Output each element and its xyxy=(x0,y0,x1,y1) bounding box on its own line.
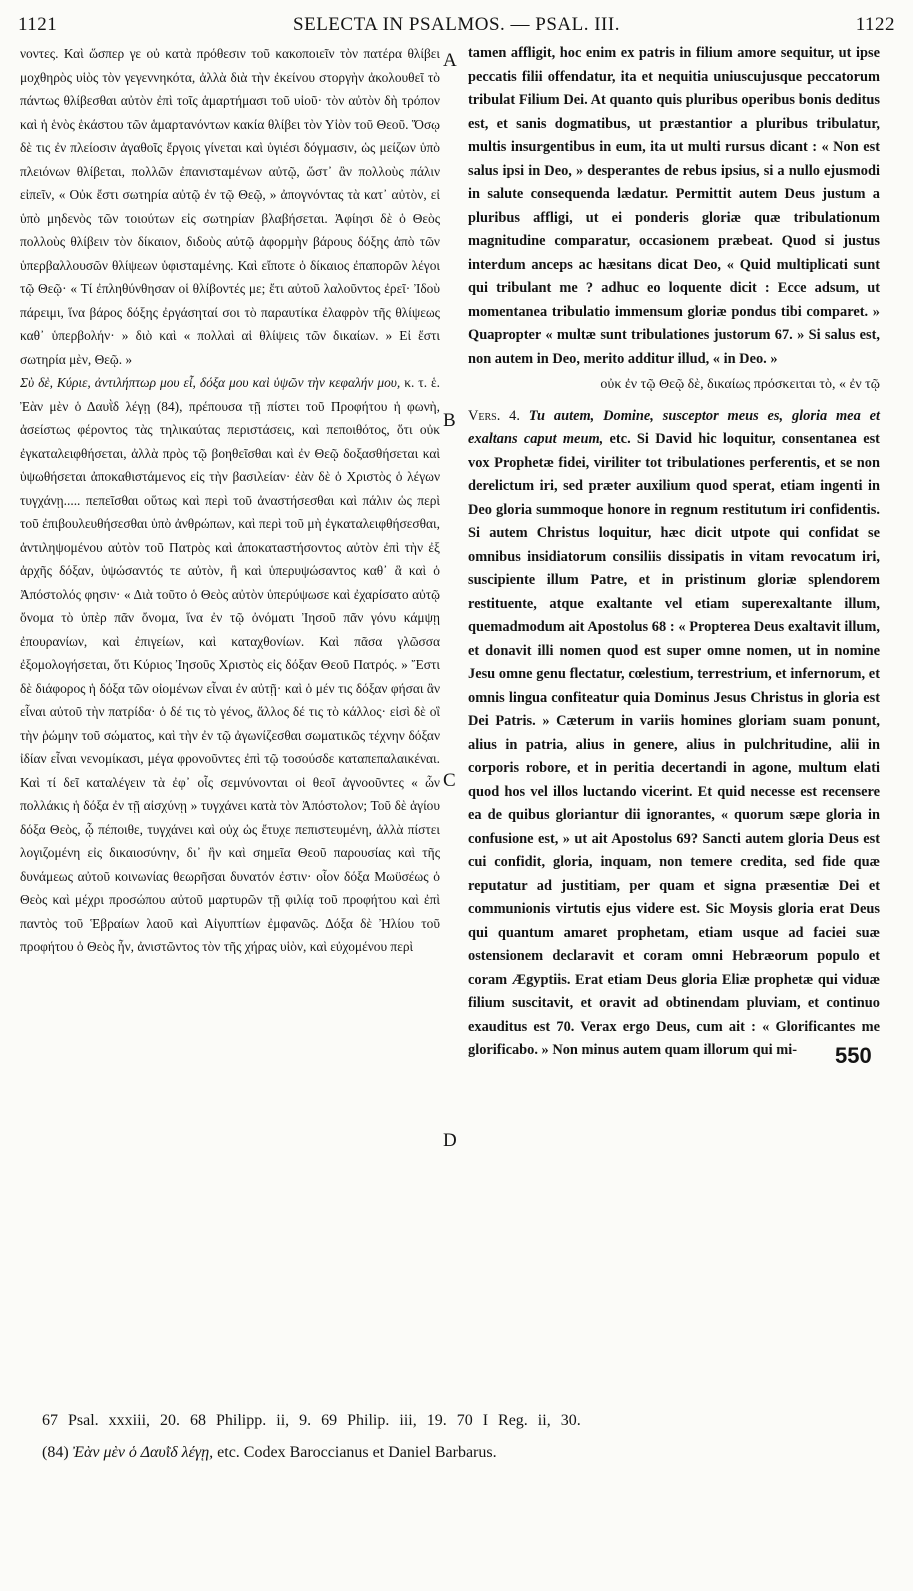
footnote-84-number: (84) xyxy=(42,1444,69,1461)
verse-label: Vers. 4. xyxy=(468,407,520,424)
footnotes xyxy=(42,1412,882,1462)
greek-verse-etc: κ. τ. ἑ. xyxy=(400,375,440,390)
greek-verse-lemma: Σὺ δὲ, Κύριε, ἀντιλήπτωρ μου εἶ, δόξα μου καὶ ὑψῶν τὴν κεφαλήν μου, xyxy=(20,375,401,390)
column-number: 550 xyxy=(835,1043,872,1068)
footnote-line-1: 67 Psal. xxxiii, 20. 68 Philipp. ii, 9. 69 Philip. iii, 19. 70 I Reg. ii, 30. xyxy=(42,1412,581,1429)
latin-verse-lemma: Tu autem, Domine, susceptor meus es, gloria mea et exaltans caput meum, xyxy=(468,407,880,447)
latin-paragraph-2 xyxy=(468,405,880,1063)
footnote-line-2 xyxy=(42,1444,882,1462)
running-header xyxy=(18,8,895,38)
page-number-left: 1121 xyxy=(18,14,58,35)
greek-paragraph-2-text: Ἐὰν μὲν ὁ Δαυῒδ λέγῃ (84), πρέπουσα τῇ πίστει τοῦ Προφήτου ἡ φωνὴ, ἀσείστως φέροντος τὰς τηλικαύτας περιστάσεις, καὶ πεποιθότος, ὅτι οὐκ ἐγκαταλειφθήσεται, ἀλλὰ πρὸς τῷ βοηθεῖσθαι καὶ ἐν Θεῷ δοξασθήσεται καὶ ὑψωθήσεται ἀποκαθιστάμενος εἰς τὴν βασιλείαν· ἐὰν δὲ ὁ Χριστὸς ὁ λέγων τυγχάνῃ..... πεπεῖσθαι οὕτως καὶ περὶ τοῦ ἀναστήσεσθαι καὶ πάλιν ὡς περὶ τοῦ ἐπιβουλευθήσεσθαι ὑπὸ ἀνθρώπων, καὶ περὶ τοῦ μὴ ἐγκαταλειφθήσεσθαι, ἀντιληψομένου αὐτὸν τοῦ Πατρὸς καὶ ἀποκαταστήσοντος αὐτὸν ἐπὶ τὴν ἐξ ἀρχῆς δόξαν, ὑψώσαντός τε αὐτὸν, ἢ καὶ ὑπερυψώσαντος καθ᾽ ἃ καὶ ὁ Ἀπόστολός φησιν· « Διὰ τοῦτο ὁ Θεὸς αὐτὸν ὑπερύψωσε καὶ ἐχαρίσατο αὐτῷ ὄνομα τὸ ὑπὲρ πᾶν ὄνομα, ἵνα ἐν τῷ ὀνόματι Ἰησοῦ πᾶν γόνυ κάμψῃ ἐπουρανίων, καὶ ἐπιγείων, καὶ καταχθονίων. Καὶ πᾶσα γλῶσσα ἐξομολογήσεται, ὅτι Κύριος Ἰησοῦς Χριστὸς εἰς δόξαν Θεοῦ Πατρός. » Ἔστι δὲ διάφορος ἡ δόξα τῶν οἰομένων εἶναι ἐν αὐτῇ· καὶ ὁ μέν τις δόξαν φήσαι ἂν εἶναι αὐτοῦ τὴν πατρίδα· ὁ δέ τις τὸ γένος, ἄλλος δέ τις τὸ κάλλος· εἰσὶ δὲ οἳ τὴν ῥώμην τοῦ σώματος, καὶ τὴν ἐν τῷ ἀγωνίζεσθαι σωματικῶς τέχνην δόξαν ἰδίαν εἶναι νενομίκασι, μέγα φρονοῦντες ἐπὶ τῷ τοσούσδε καταπεπαλαικέναι. Καὶ τί δεῖ καταλέγειν τὰ ἐφ᾽ οἷς σεμνύνονται οἱ θεοῖ ἀγνοοῦντες « ὧν πολλάκις ἡ δόξα ἐν τῇ αἰσχύνῃ » τυγχάνει κατὰ τὸν Ἀπόστολον; Τοῦ δὲ ἁγίου δόξα Θεὸς, ᾧ πέποιθε, τυγχάνει καὶ οὐχ ὡς ἔτυχε πεπιστευμένη, ἀλλὰ πίστει λογιζομένη εἰς δικαιοσύνην, δι᾽ ἣν καὶ σημεῖα Θεοῦ παρουσίας καὶ τῆς δυνάμεως αὐτοῦ κοινωνίας θεωρῆσαι δυνατόν ἐστιν· οἷον δόξα Μωϋσέως ὁ Θεὸς καὶ μέχρι προσώπου αὐτοῦ μαρτυρῶν τῇ φιλίᾳ τοῦ προφήτου καὶ ἐπὶ παντὸς τοῦ Ἑβραίων λαοῦ καὶ Αἰγυπτίων ἐμφανῶς. Δόξα δὲ Ἠλίου τοῦ προφήτου ὁ Θεὸς ἦν, ἀνιστῶντος τὸν τῆς χήρας υἱὸν, καὶ εὐχομένου περὶ xyxy=(20,398,440,954)
greek-column xyxy=(20,42,440,959)
margin-letter-c: C xyxy=(443,770,456,791)
greek-continuation-line: οὐκ ἐν τῷ Θεῷ δὲ, δικαίως πρόσκειται τὸ, « ἐν τῷ xyxy=(600,377,880,392)
margin-letter-a: A xyxy=(443,50,457,71)
page-number-right: 1122 xyxy=(855,14,895,35)
latin-paragraph-2-text: etc. Si David hic loquitur, consentanea est vox Prophetæ fidei, viriliter tot tribulationes perferentis, et se non derelictum iri, sed præter auxilium quod sperat, etiam ingenti in Deo gloria summoque honore in regnum restitutum iri confidentis. Si autem Christus loquitur, hæc dicit utpote qui confidat se omnibus insidiatorum consiliis dissipatis in vitam revocatum iri, suscipiente illum Patre, et in pristinum gloriæ splendorem restituente, atque exaltante vel etiam superexaltante illum, quemadmodum ait Apostolus 68 : « Propterea Deus exaltavit illum, et donavit illi nomen quod est super omne nomen, ut in nomine Jesu omne genu flectatur, cœlestium, terrestrium, et infernorum, et omnis lingua confiteatur quia Dominus Jesus Christus in gloria est Dei Patris. » Cæterum in variis homines gloriam suam ponunt, alius in patria, alius in genere, alius in pulchritudine, alii in corporis robore, et in peritia decertandi in agone, multum elati quod hos vel illos luctando vicerint. Et quid necesse est recensere ea de quibus gloriantur dii ignorantes, « quorum sæpe gloria in confusione est, » ut ait Apostolus 69? Sancti autem gloria Deus est cui confidit, gloria, inquam, non temere credita, sed fide quæ reputatur ad justitiam, per quam et signa præsentiæ Dei et communionis virtutis ejus videre est. Sic Moysis gloria erat Deus qui quantum amaret prophetam, etiam usque ad faciei suæ ostensionem declaravit et coram omni Hebræorum populo et coram Ægyptiis. Erat etiam Deus gloria Eliæ prophetæ qui viduæ filium suscitavit, et oravit ad obtinendam pluviam, et continuo exauditus est 70. Verax ergo Deus, cum ait : « Glorificantes me glorificabo. » Non minus autem quam illorum qui mi- xyxy=(468,431,880,1058)
margin-letter-b: B xyxy=(443,410,456,431)
greek-paragraph-2 xyxy=(20,371,440,959)
footnote-84-text: etc. Codex Baroccianus et Daniel Barbarus. xyxy=(213,1444,497,1461)
margin-letter-d: D xyxy=(443,1130,457,1151)
latin-paragraph-1: tamen affligit, hoc enim ex patris in filium amore sequitur, ut ipse peccatis filii offendatur, ita et nequitia uniuscujusque peccatorum tribulat Filium Dei. At quanto quis pluribus operibus bonis deditus est, et sanis dogmatibus, ut præstantior a pluribus tribulatur, multis insurgentibus in eum, ita ut multi rursus dicant : « Non est salus ipsi in Deo, » desperantes de rebus ipsius, si a nullo ejusmodi in salute consequenda lædatur. Permittit autem Deus justum a pluribus affligi, ut ei ponderis gloriæ quæ tribulationum magnitudine comparatur, occasionem præbeat. Quod si justus interdum anceps ac hæsitans dicat Deo, « Quid multiplicati sunt qui tribulant me ? adhuc eo loquente dicit : Ecce adsum, ut momentanea tribulatio immensum gloriæ pondus tibi comparet. » Quapropter « multæ sunt tribulationes justorum 67. » Si salus est, non autem in Deo, merito additur illud, « in Deo. » xyxy=(468,45,880,367)
running-title: SELECTA IN PSALMOS. — PSAL. III. xyxy=(293,14,620,35)
latin-column xyxy=(468,42,880,1063)
footnote-84-greek: Ἐὰν μὲν ὁ Δαυῒδ λέγῃ, xyxy=(68,1444,214,1461)
greek-paragraph-1: νοντες. Καὶ ὥσπερ γε οὐ κατὰ πρόθεσιν τοῦ κακοποιεῖν τὸν πατέρα θλίβει μοχθηρὸς υἱὸς τὸν γεγεννηκότα, ἀλλὰ διὰ τὴν ἐκείνου στοργὴν ἀκολουθεῖ τὸ πάντως θλίβεσθαι αὐτὸν ἐπὶ τοῖς ἁμαρτήμασι τοῦ υἱοῦ· τὸν αὐτὸν δὴ τρόπον καὶ ἡ ἑνὸς ἑκάστου τῶν ἁμαρτανόντων κακία θλίβει τὸν Υἱὸν τοῦ Θεοῦ. Ὅσῳ δὲ τις ἐν πλείοσιν ἀγαθοῖς ἔργοις γίνεται καὶ ὑγιέσι δόγμασιν, ὡς μείζων ὑπὸ πλειόνων θλίβεται, πολλῶν ἐπανισταμένων αὐτῷ, ὥστ᾽ ἂν πολλοὺς πάλιν εἰπεῖν, « Οὐκ ἔστι σωτηρία αὐτῷ ἐν τῷ Θεῷ, » ἀπογνόντας τὰ κατ᾽ αὐτὸν, εἰ ὑπὸ μηδενὸς τῶν τοιούτων εἰς σωτηρίαν βλαβήσεται. Ἀφίησι δὲ ὁ Θεὸς πολλοὺς θλίβειν τὸν δίκαιον, διδοὺς αὐτῷ ἀφορμὴν βάρους δόξης ἀπὸ τῶν ὑπερβαλλουσῶν θλίψεων ὑφισταμένης. Καὶ εἴποτε ὁ δίκαιος ἐπαπορῶν λέγοι τῷ Θεῷ· « Τί ἐπληθύνθησαν οἱ θλίβοντές με; ἔτι αὐτοῦ λαλοῦντος ἐρεῖ· Ἰδοὺ πάρειμι, ἵνα βάρος δόξης ἐργάσηταί σοι τὸ παραυτίκα ἐλαφρὸν τῆς θλίψεως καθ᾽ ὑπερβολήν· » διὸ καὶ « πολλαὶ αἱ θλίψεις τῶν δικαίων. » Εἰ ἔστι σωτηρία μὲν, Θεῷ. » xyxy=(20,46,440,367)
